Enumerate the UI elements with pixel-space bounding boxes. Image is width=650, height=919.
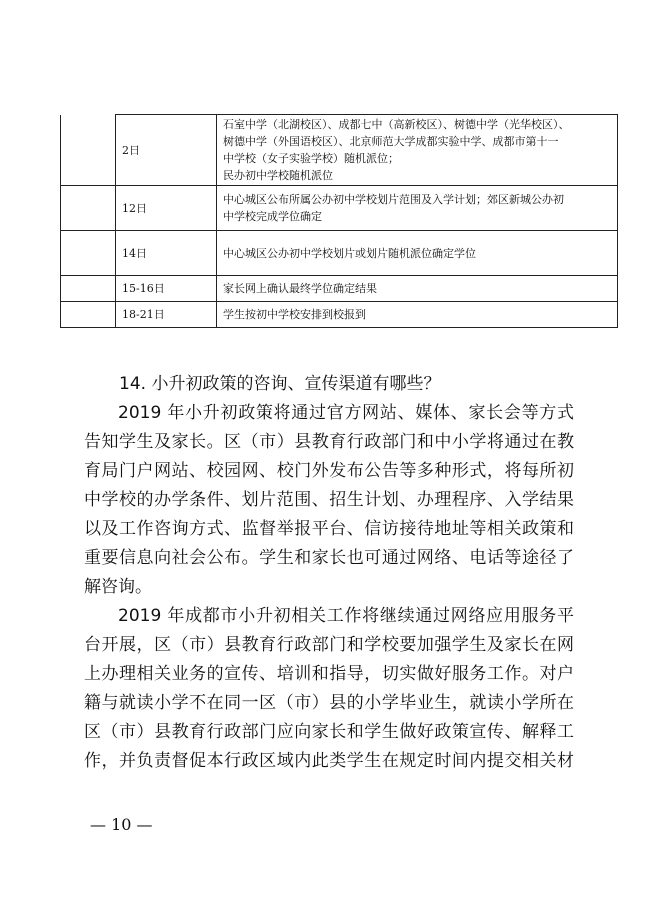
- content-cell: [217, 302, 618, 328]
- paragraph-line: 上办理相关业务的宣传、培训和指导，切实做好服务工作。对户: [84, 664, 574, 684]
- table-row: [61, 186, 618, 231]
- paragraph-line: 告知学生及家长。区（市）县教育行政部门和中小学将通过在教: [84, 432, 574, 452]
- content-cell: [217, 115, 618, 186]
- table-row: [61, 231, 618, 276]
- content-cell: [217, 186, 618, 231]
- content-line: 中学校完成学位确定: [223, 210, 322, 223]
- content-cell: [217, 231, 618, 276]
- paragraph-line: 2019 年小升初政策将通过官方网站、媒体、家长会等方式: [118, 403, 574, 423]
- content-line: 学生按初中学校安排到校报到: [223, 308, 366, 321]
- paragraph-line: 育局门户网站、校园网、校门外发布公告等多种形式，将每所初: [84, 461, 574, 481]
- table-row: [61, 115, 618, 186]
- month-cell: [61, 115, 116, 186]
- paragraph-1: [84, 399, 574, 602]
- content-line: 中学校（女子实验学校）随机派位；: [223, 152, 399, 165]
- month-cell: [61, 231, 116, 276]
- table-row: [61, 302, 618, 328]
- content-line: 中心城区公办初中学校划片或划片随机派位确定学位: [223, 246, 476, 260]
- date-cell: 2日: [116, 115, 217, 186]
- content-line: 石室中学（北湖校区）、成都七中（高新校区）、树德中学（光华校区）、: [223, 118, 570, 131]
- date-cell: 15-16日: [116, 276, 217, 302]
- paragraph-line: 作，并负责督促本行政区域内此类学生在规定时间内提交相关材: [84, 751, 574, 771]
- schedule-table: [60, 114, 618, 328]
- month-cell: [61, 186, 116, 231]
- month-cell: [61, 276, 116, 302]
- content-cell: [217, 276, 618, 302]
- date-cell: 14日: [116, 231, 217, 276]
- paragraph-line: 解咨询。: [84, 577, 152, 597]
- paragraph-line: 以及工作咨询方式、监督举报平台、信访接待地址等相关政策和: [84, 519, 574, 539]
- content-line: 家长网上确认最终学位确定结果: [223, 282, 377, 295]
- content-line: 民办初中学校随机派位: [223, 169, 333, 182]
- date-cell: 12日: [116, 186, 217, 231]
- paragraph-line: 台开展，区（市）县教育行政部门和学校要加强学生及家长在网: [84, 635, 574, 655]
- paragraph-2: [84, 602, 574, 776]
- paragraph-line: 中学校的办学条件、划片范围、招生计划、办理程序、入学结果: [84, 490, 574, 510]
- content-line: 树德中学（外国语校区）、北京师范大学成都实验中学、成都市第十一: [223, 135, 559, 148]
- section-heading: 14. 小升初政策的咨询、宣传渠道有哪些？: [119, 374, 441, 394]
- month-cell: [61, 302, 116, 328]
- page-number: — 10 —: [90, 815, 153, 834]
- table-row: [61, 276, 618, 302]
- paragraph-line: 区（市）县教育行政部门应向家长和学生做好政策宣传、解释工: [84, 722, 574, 742]
- content-line: 中心城区公布所属公办初中学校划片范围及入学计划；郊区新城公办初: [223, 193, 564, 206]
- date-cell: 18-21日: [116, 302, 217, 328]
- body-text: [84, 370, 574, 776]
- paragraph-line: 籍与就读小学不在同一区（市）县的小学毕业生，就读小学所在: [84, 693, 574, 713]
- paragraph-line: 2019 年成都市小升初相关工作将继续通过网络应用服务平: [118, 606, 574, 626]
- paragraph-line: 重要信息向社会公布。学生和家长也可通过网络、电话等途径了: [84, 548, 574, 568]
